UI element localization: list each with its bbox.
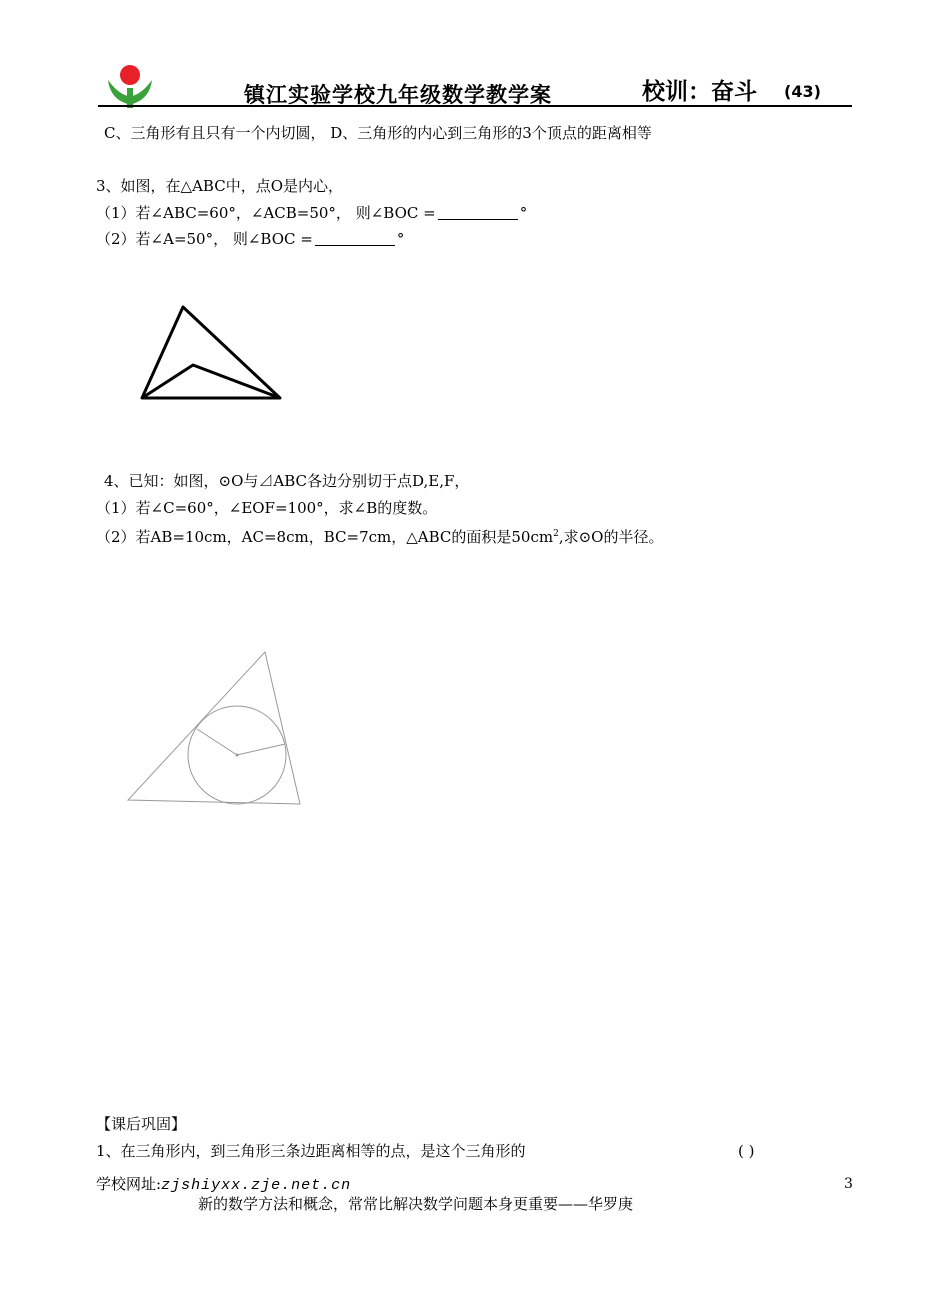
header-title: 镇江实验学校九年级数学教学案 [244, 83, 552, 107]
q4-part2-superscript: 2 [553, 529, 559, 539]
footer-url-label: 学校网址: [96, 1175, 162, 1193]
q3-part2 [96, 229, 404, 249]
after-class-q1: 1、在三角形内，到三角形三条边距离相等的点，是这个三角形的 [96, 1142, 526, 1160]
q4-part2 [96, 524, 663, 547]
q4-figure [90, 610, 350, 850]
q4-part2-text: （2）若AB=10cm，AC=8cm，BC=7cm，△ABC的面积是50cm [96, 528, 554, 546]
q4-stem: 4、已知：如图，⊙O与⊿ABC各边分别切于点D,E,F， [104, 472, 470, 490]
q3-part1 [96, 203, 527, 223]
q3-part1-degree: ° [519, 204, 528, 222]
q3-part1-blank [438, 204, 518, 220]
q4-center-dot [236, 754, 239, 757]
q4-radius-of [197, 729, 237, 755]
q3-part2-degree: ° [396, 230, 405, 248]
after-class-heading: 【课后巩固】 [96, 1115, 187, 1133]
q4-part2-tail: ,求⊙O的半径。 [558, 528, 664, 546]
after-class-q1-paren: ( ) [738, 1142, 755, 1160]
footer-url[interactable]: zjshiyxx.zje.net.cn [161, 1177, 352, 1194]
choice-c-d-line: C、三角形有且只有一个内切圆， D、三角形的内心到三角形的3个顶点的距离相等 [104, 124, 652, 142]
footer-page-number: 3 [844, 1176, 853, 1192]
header-rule [98, 105, 852, 107]
q4-part1: （1）若∠C=60°，∠EOF=100°，求∠B的度数。 [96, 499, 438, 517]
footer-quote: 新的数学方法和概念，常常比解决数学问题本身更重要——华罗庚 [198, 1195, 634, 1213]
q3-incenter-segments [142, 365, 280, 398]
q4-radius-oe [237, 744, 285, 755]
q3-part1-text: （1）若∠ABC=60°，∠ACB=50°， 则∠BOC = [96, 204, 436, 222]
footer-url-line [96, 1174, 351, 1196]
q3-part2-blank [315, 230, 395, 246]
q3-part2-text: （2）若∠A=50°， 则∠BOC = [96, 230, 313, 248]
q3-figure [130, 288, 300, 423]
q4-triangle [128, 652, 300, 804]
school-logo [104, 62, 156, 110]
header [0, 0, 950, 110]
q3-stem: 3、如图，在△ABC中，点O是内心， [96, 177, 343, 195]
header-motto: 校训：奋斗 [642, 79, 757, 105]
header-issue: (43) [784, 82, 821, 101]
